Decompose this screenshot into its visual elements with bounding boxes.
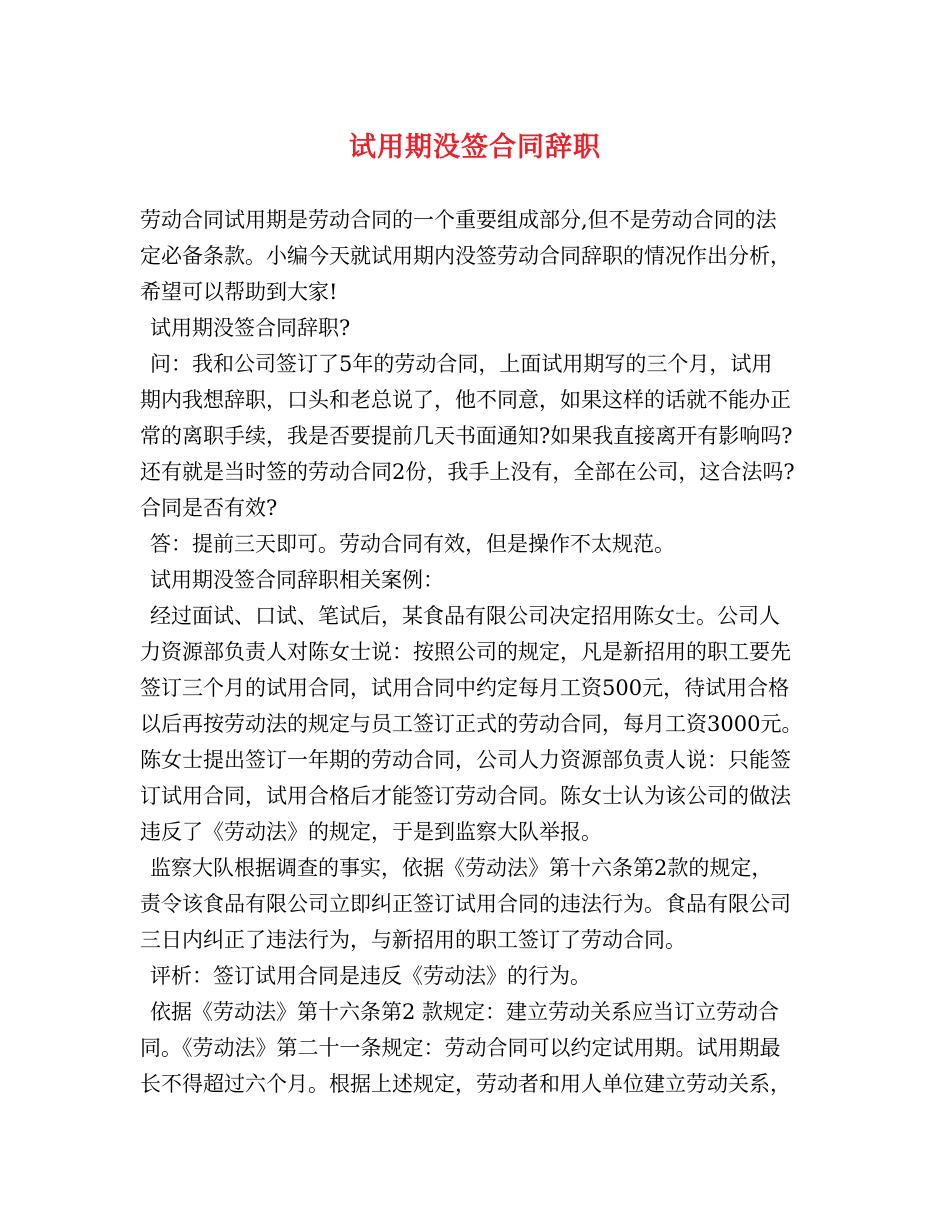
paragraph-line: 劳动合同试用期是劳动合同的一个重要组成部分,但不是劳动合同的法 — [140, 208, 777, 232]
case-line: 力资源部负责人对陈女士说：按照公司的规定，凡是新招用的职工要先 — [140, 640, 791, 664]
case-line: 违反了《劳动法》的规定，于是到监察大队举报。 — [140, 820, 602, 844]
question-line: 还有就是当时签的劳动合同2份，我手上没有，全部在公司，这合法吗? — [140, 460, 795, 484]
analysis-line: 评析：签订试用合同是违反《劳动法》的行为。 — [150, 964, 591, 988]
case-line: 经过面试、口试、笔试后，某食品有限公司决定招用陈女士。公司人 — [150, 604, 780, 628]
analysis-line: 依据《劳动法》第十六条第2 款规定：建立劳动关系应当订立劳动合 — [150, 1000, 780, 1024]
case-line: 以后再按劳动法的规定与员工签订正式的劳动合同，每月工资3000元。 — [140, 712, 803, 736]
analysis-line: 同。《劳动法》第二十一条规定：劳动合同可以约定试用期。试用期最 — [140, 1036, 781, 1060]
case-line: 三日内纠正了违法行为，与新招用的职工签订了劳动合同。 — [140, 928, 686, 952]
question-line: 常的离职手续，我是否要提前几天书面通知?如果我直接离开有影响吗? — [140, 424, 793, 448]
question-line: 合同是否有效? — [140, 496, 278, 520]
case-line: 责令该食品有限公司立即纠正签订试用合同的违法行为。食品有限公司 — [140, 892, 791, 916]
document-title: 试用期没签合同辞职 — [349, 132, 601, 163]
analysis-line: 长不得超过六个月。根据上述规定，劳动者和用人单位建立劳动关系， — [140, 1072, 791, 1096]
case-line: 陈女士提出签订一年期的劳动合同，公司人力资源部负责人说：只能签 — [140, 748, 791, 772]
case-line: 订试用合同，试用合格后才能签订劳动合同。陈女士认为该公司的做法 — [140, 784, 791, 808]
document-body — [140, 202, 840, 1102]
case-line: 签订三个月的试用合同，试用合同中约定每月工资500元，待试用合格 — [140, 676, 790, 700]
question-line: 期内我想辞职，口头和老总说了，他不同意，如果这样的话就不能办正 — [140, 388, 791, 412]
question-line: 问：我和公司签订了5年的劳动合同，上面试用期写的三个月，试用 — [150, 352, 773, 376]
answer-line: 答：提前三天即可。劳动合同有效，但是操作不太规范。 — [150, 532, 675, 556]
section-heading: 试用期没签合同辞职相关案例： — [150, 568, 444, 592]
paragraph-line: 定必备条款。小编今天就试用期内没签劳动合同辞职的情况作出分析， — [140, 244, 791, 268]
section-heading: 试用期没签合同辞职? — [150, 316, 351, 340]
case-line: 监察大队根据调查的事实，依据《劳动法》第十六条第2款的规定， — [150, 856, 773, 880]
paragraph-line: 希望可以帮助到大家! — [140, 280, 338, 304]
